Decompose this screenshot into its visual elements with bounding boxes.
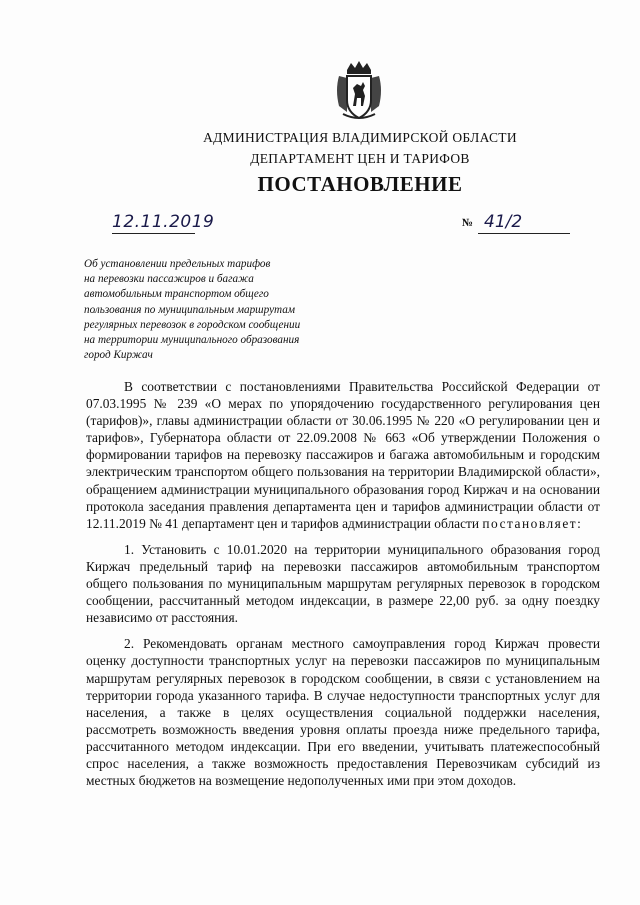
number-label: № <box>462 217 474 229</box>
subject-line: на перевозки пассажиров и багажа <box>84 273 254 286</box>
subject-line: автомобильным транспортом общего <box>84 288 269 301</box>
postanovlyaet-keyword: постановляет: <box>482 515 583 531</box>
subject-line: город Киржач <box>84 349 153 362</box>
department-name: ДЕПАРТАМЕНТ ЦЕН И ТАРИФОВ <box>250 151 470 166</box>
subject-line: на территории муниципального образования <box>84 334 300 347</box>
handwritten-date: 12.11.2019 <box>112 212 215 232</box>
item-2-paragraph: 2. Рекомендовать органам местного самоуправления город Киржач провести оценку доступности транспортных услуг на перевозки пассажиров по муниципальным маршрутам регулярных перевозок в городском сообщении, в связи с установлением на территории города указанного тарифа. В случае недоступности транспортных услуг для населения, а также в целях осуществления социальной поддержки населения, рассмотреть возможность введения уровня оплаты проезда ниже предельного тарифа, рассчитанного методом индексации. При его введении, учитывать платежеспособный спрос населения, а также возможность предоставления Перевозчикам субсидий из местных бюджетов на возмещение недополученных ими при этом доходов. <box>86 636 600 789</box>
document-body <box>86 378 600 789</box>
subject-line: пользования по муниципальным маршрутам <box>84 303 295 316</box>
date-field <box>112 207 215 234</box>
subject-line: Об установлении предельных тарифов <box>84 258 271 270</box>
item-1-paragraph: 1. Установить с 10.01.2020 на территории муниципального образования город Киржач предельный тариф на перевозки пассажиров автомобильным транспортом общего пользования по муниципальным маршрутам регулярных перевозок в городском сообщении, рассчитанный методом индексации, в размере 22,00 руб. за одну поездку независимо от расстояния. <box>86 541 600 626</box>
subject-line: регулярных перевозок в городском сообщении <box>84 318 301 331</box>
preamble-paragraph <box>86 378 600 532</box>
organization-name: АДМИНИСТРАЦИЯ ВЛАДИМИРСКОЙ ОБЛАСТИ <box>203 130 517 145</box>
document-type-title: ПОСТАНОВЛЕНИЕ <box>257 172 463 196</box>
handwritten-number: 41/2 <box>484 212 523 232</box>
coat-of-arms-icon <box>333 60 385 122</box>
document-subject <box>84 257 354 363</box>
preamble-text: В соответствии с постановлениями Правительства Российской Федерации от 07.03.1995 № 239 «О мерах по упорядочению государственного регулирования цен (тарифов)», главы администрации области от 30.06.1995 № 220 «О регулировании цен и тарифов», Губернатора области от 22.09.2008 № 663 «Об утверждении Положения о формировании тарифов на перевозку пассажиров и багажа автомобильным и городским электрическим транспортом общего пользования на территории Владимирской области», обращением администрации муниципального образования город Киржач и на основании протокола заседания правления департамента цен и тарифов администрации области от 12.11.2019 № 41 департамент цен и тарифов администрации области <box>86 379 600 531</box>
number-field <box>478 207 570 234</box>
